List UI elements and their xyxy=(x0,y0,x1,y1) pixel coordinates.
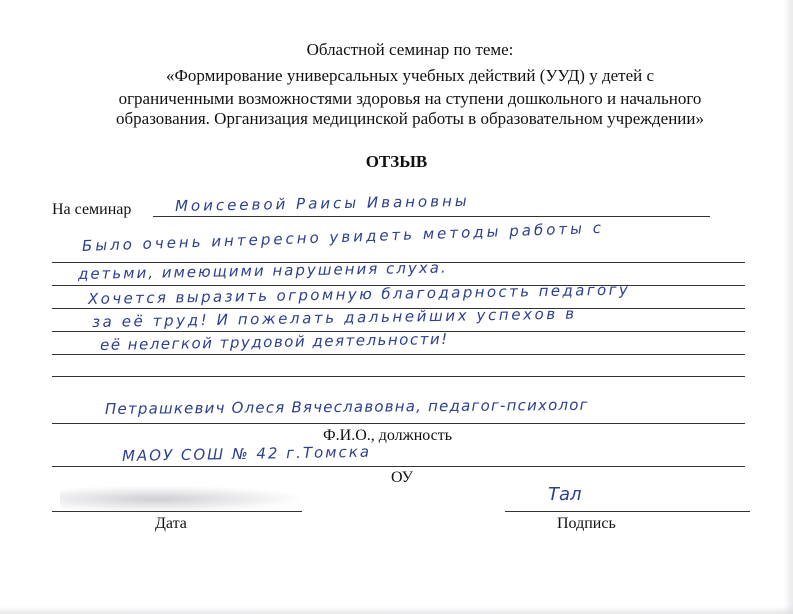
review-rule-5 xyxy=(52,354,745,355)
seminar-label: На семинар xyxy=(52,201,132,218)
author-rule xyxy=(52,423,745,424)
paper-edge-bottom xyxy=(0,606,793,614)
review-heading: ОТЗЫВ xyxy=(365,152,428,171)
seminar-title-line-1: Областной семинар по теме: xyxy=(306,40,514,59)
seminar-name-handwritten: Моисеевой Раисы Ивановны xyxy=(174,191,470,215)
organization-caption: ОУ xyxy=(391,469,413,486)
review-line-2: детьми, имеющими нарушения слуха. xyxy=(77,258,448,283)
review-line-5: её нелегкой трудовой деятельности! xyxy=(99,329,449,354)
date-rule xyxy=(52,511,302,512)
organization-handwritten: МАОУ СОШ № 42 г.Томска xyxy=(121,442,372,465)
organization-rule xyxy=(52,466,745,467)
seminar-title-line-4: образования. Организация медицинской работы в образовательном учреждении» xyxy=(116,109,704,128)
date-scribble xyxy=(60,486,300,512)
review-line-3: Хочется выразить огромную благодарность педагогу xyxy=(87,280,631,308)
seminar-title-line-3: ограниченными возможностями здоровья на ступени дошкольного и начального xyxy=(118,89,702,108)
review-line-4: за её труд! И пожелать дальнейших успехов в xyxy=(91,304,577,331)
review-line-1: Было очень интересно увидеть методы работы с xyxy=(81,218,605,255)
seminar-title-line-2: «Формирование универсальных учебных действий (УУД) у детей с xyxy=(165,66,655,85)
seminar-name-rule xyxy=(153,216,710,217)
signature-caption: Подпись xyxy=(557,515,616,532)
author-name-handwritten: Петрашкевич Олеся Вячеславовна, педагог-психолог xyxy=(104,395,589,418)
paper-edge-right xyxy=(783,0,793,614)
review-rule-6 xyxy=(52,376,745,377)
author-caption: Ф.И.О., должность xyxy=(323,427,453,444)
signature-handwritten: Тал xyxy=(548,484,582,505)
date-caption: Дата xyxy=(155,515,187,532)
signature-rule xyxy=(505,511,750,512)
